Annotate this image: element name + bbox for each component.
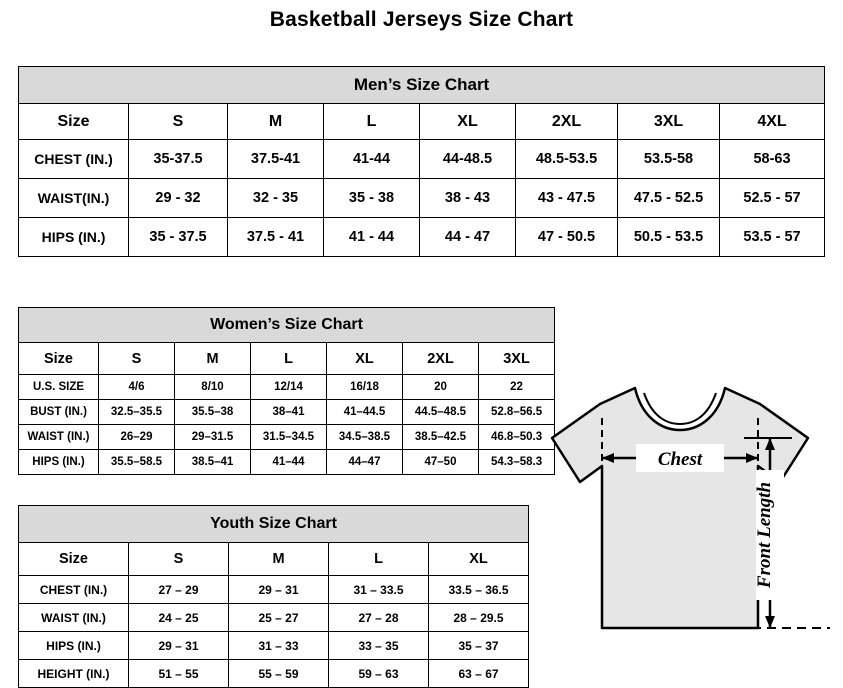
mens-hips-s: 35 - 37.5 [129, 218, 228, 257]
womens-us-size-3xl: 22 [479, 375, 555, 400]
mens-chart-caption: Men’s Size Chart [19, 67, 825, 104]
youth-row-label-chest: CHEST (IN.) [19, 576, 129, 604]
womens-waist-2xl: 38.5–42.5 [403, 425, 479, 450]
womens-col-s: S [99, 343, 175, 375]
youth-col-m: M [229, 543, 329, 576]
womens-waist-3xl: 46.8–50.3 [479, 425, 555, 450]
womens-waist-s: 26–29 [99, 425, 175, 450]
mens-header-row [19, 104, 825, 140]
jersey-collar [644, 393, 716, 424]
womens-us-size-2xl: 20 [403, 375, 479, 400]
mens-waist-4xl: 52.5 - 57 [720, 179, 825, 218]
table-row [19, 375, 555, 400]
womens-size-chart-table [18, 307, 555, 475]
womens-col-l: L [251, 343, 327, 375]
youth-hips-s: 29 – 31 [129, 632, 229, 660]
womens-col-m: M [175, 343, 251, 375]
youth-col-size: Size [19, 543, 129, 576]
womens-waist-l: 31.5–34.5 [251, 425, 327, 450]
youth-header-row [19, 543, 529, 576]
womens-chart-caption: Women’s Size Chart [19, 308, 555, 343]
youth-col-s: S [129, 543, 229, 576]
youth-col-l: L [329, 543, 429, 576]
womens-hips-3xl: 54.3–58.3 [479, 450, 555, 475]
womens-us-size-l: 12/14 [251, 375, 327, 400]
front-length-label: Front Length [754, 481, 775, 589]
mens-col-s: S [129, 104, 228, 140]
mens-waist-s: 29 - 32 [129, 179, 228, 218]
jersey-measurement-diagram [540, 360, 840, 675]
mens-hips-2xl: 47 - 50.5 [516, 218, 618, 257]
youth-chest-m: 29 – 31 [229, 576, 329, 604]
mens-size-chart-table [18, 66, 825, 257]
mens-waist-xl: 38 - 43 [420, 179, 516, 218]
youth-size-chart-table [18, 505, 529, 688]
mens-row-label-chest: CHEST (IN.) [19, 140, 129, 179]
youth-waist-l: 27 – 28 [329, 604, 429, 632]
table-row [19, 660, 529, 688]
table-row [19, 576, 529, 604]
womens-bust-2xl: 44.5–48.5 [403, 400, 479, 425]
mens-col-m: M [228, 104, 324, 140]
youth-hips-m: 31 – 33 [229, 632, 329, 660]
mens-waist-2xl: 43 - 47.5 [516, 179, 618, 218]
womens-hips-s: 35.5–58.5 [99, 450, 175, 475]
mens-chest-4xl: 58-63 [720, 140, 825, 179]
womens-header-row [19, 343, 555, 375]
mens-col-xl: XL [420, 104, 516, 140]
womens-row-label-bust: BUST (IN.) [19, 400, 99, 425]
table-row [19, 400, 555, 425]
womens-bust-m: 35.5–38 [175, 400, 251, 425]
youth-col-xl: XL [429, 543, 529, 576]
mens-hips-m: 37.5 - 41 [228, 218, 324, 257]
womens-hips-xl: 44–47 [327, 450, 403, 475]
youth-chart-caption: Youth Size Chart [19, 506, 529, 543]
youth-waist-m: 25 – 27 [229, 604, 329, 632]
mens-hips-4xl: 53.5 - 57 [720, 218, 825, 257]
womens-col-xl: XL [327, 343, 403, 375]
womens-bust-3xl: 52.8–56.5 [479, 400, 555, 425]
womens-us-size-xl: 16/18 [327, 375, 403, 400]
table-row [19, 632, 529, 660]
womens-row-label-waist: WAIST (IN.) [19, 425, 99, 450]
mens-waist-l: 35 - 38 [324, 179, 420, 218]
mens-chest-s: 35-37.5 [129, 140, 228, 179]
womens-hips-2xl: 47–50 [403, 450, 479, 475]
youth-hips-l: 33 – 35 [329, 632, 429, 660]
youth-row-label-hips: HIPS (IN.) [19, 632, 129, 660]
womens-hips-l: 41–44 [251, 450, 327, 475]
table-row [19, 450, 555, 475]
mens-hips-l: 41 - 44 [324, 218, 420, 257]
youth-waist-xl: 28 – 29.5 [429, 604, 529, 632]
table-row [19, 179, 825, 218]
mens-waist-m: 32 - 35 [228, 179, 324, 218]
womens-row-label-hips: HIPS (IN.) [19, 450, 99, 475]
womens-bust-s: 32.5–35.5 [99, 400, 175, 425]
page-title: Basketball Jerseys Size Chart [269, 8, 574, 31]
youth-waist-s: 24 – 25 [129, 604, 229, 632]
mens-hips-xl: 44 - 47 [420, 218, 516, 257]
youth-row-label-waist: WAIST (IN.) [19, 604, 129, 632]
womens-bust-l: 38–41 [251, 400, 327, 425]
womens-us-size-s: 4/6 [99, 375, 175, 400]
mens-col-3xl: 3XL [618, 104, 720, 140]
mens-chest-xl: 44-48.5 [420, 140, 516, 179]
youth-chest-l: 31 – 33.5 [329, 576, 429, 604]
youth-chest-s: 27 – 29 [129, 576, 229, 604]
mens-row-label-hips: HIPS (IN.) [19, 218, 129, 257]
womens-row-label-us-size: U.S. SIZE [19, 375, 99, 400]
youth-row-label-height: HEIGHT (IN.) [19, 660, 129, 688]
youth-height-xl: 63 – 67 [429, 660, 529, 688]
youth-height-l: 59 – 63 [329, 660, 429, 688]
chest-label: Chest [657, 449, 703, 470]
youth-chest-xl: 33.5 – 36.5 [429, 576, 529, 604]
youth-hips-xl: 35 – 37 [429, 632, 529, 660]
mens-col-size: Size [19, 104, 129, 140]
womens-col-2xl: 2XL [403, 343, 479, 375]
mens-row-label-waist: WAIST(IN.) [19, 179, 129, 218]
mens-chest-m: 37.5-41 [228, 140, 324, 179]
mens-chest-3xl: 53.5-58 [618, 140, 720, 179]
mens-waist-3xl: 47.5 - 52.5 [618, 179, 720, 218]
womens-waist-xl: 34.5–38.5 [327, 425, 403, 450]
youth-height-s: 51 – 55 [129, 660, 229, 688]
womens-col-size: Size [19, 343, 99, 375]
mens-chest-2xl: 48.5-53.5 [516, 140, 618, 179]
table-row [19, 218, 825, 257]
mens-col-2xl: 2XL [516, 104, 618, 140]
mens-chest-l: 41-44 [324, 140, 420, 179]
mens-col-l: L [324, 104, 420, 140]
youth-height-m: 55 – 59 [229, 660, 329, 688]
mens-col-4xl: 4XL [720, 104, 825, 140]
table-row [19, 140, 825, 179]
womens-waist-m: 29–31.5 [175, 425, 251, 450]
womens-col-3xl: 3XL [479, 343, 555, 375]
mens-hips-3xl: 50.5 - 53.5 [618, 218, 720, 257]
womens-us-size-m: 8/10 [175, 375, 251, 400]
womens-hips-m: 38.5–41 [175, 450, 251, 475]
table-row [19, 604, 529, 632]
womens-bust-xl: 41–44.5 [327, 400, 403, 425]
table-row [19, 425, 555, 450]
